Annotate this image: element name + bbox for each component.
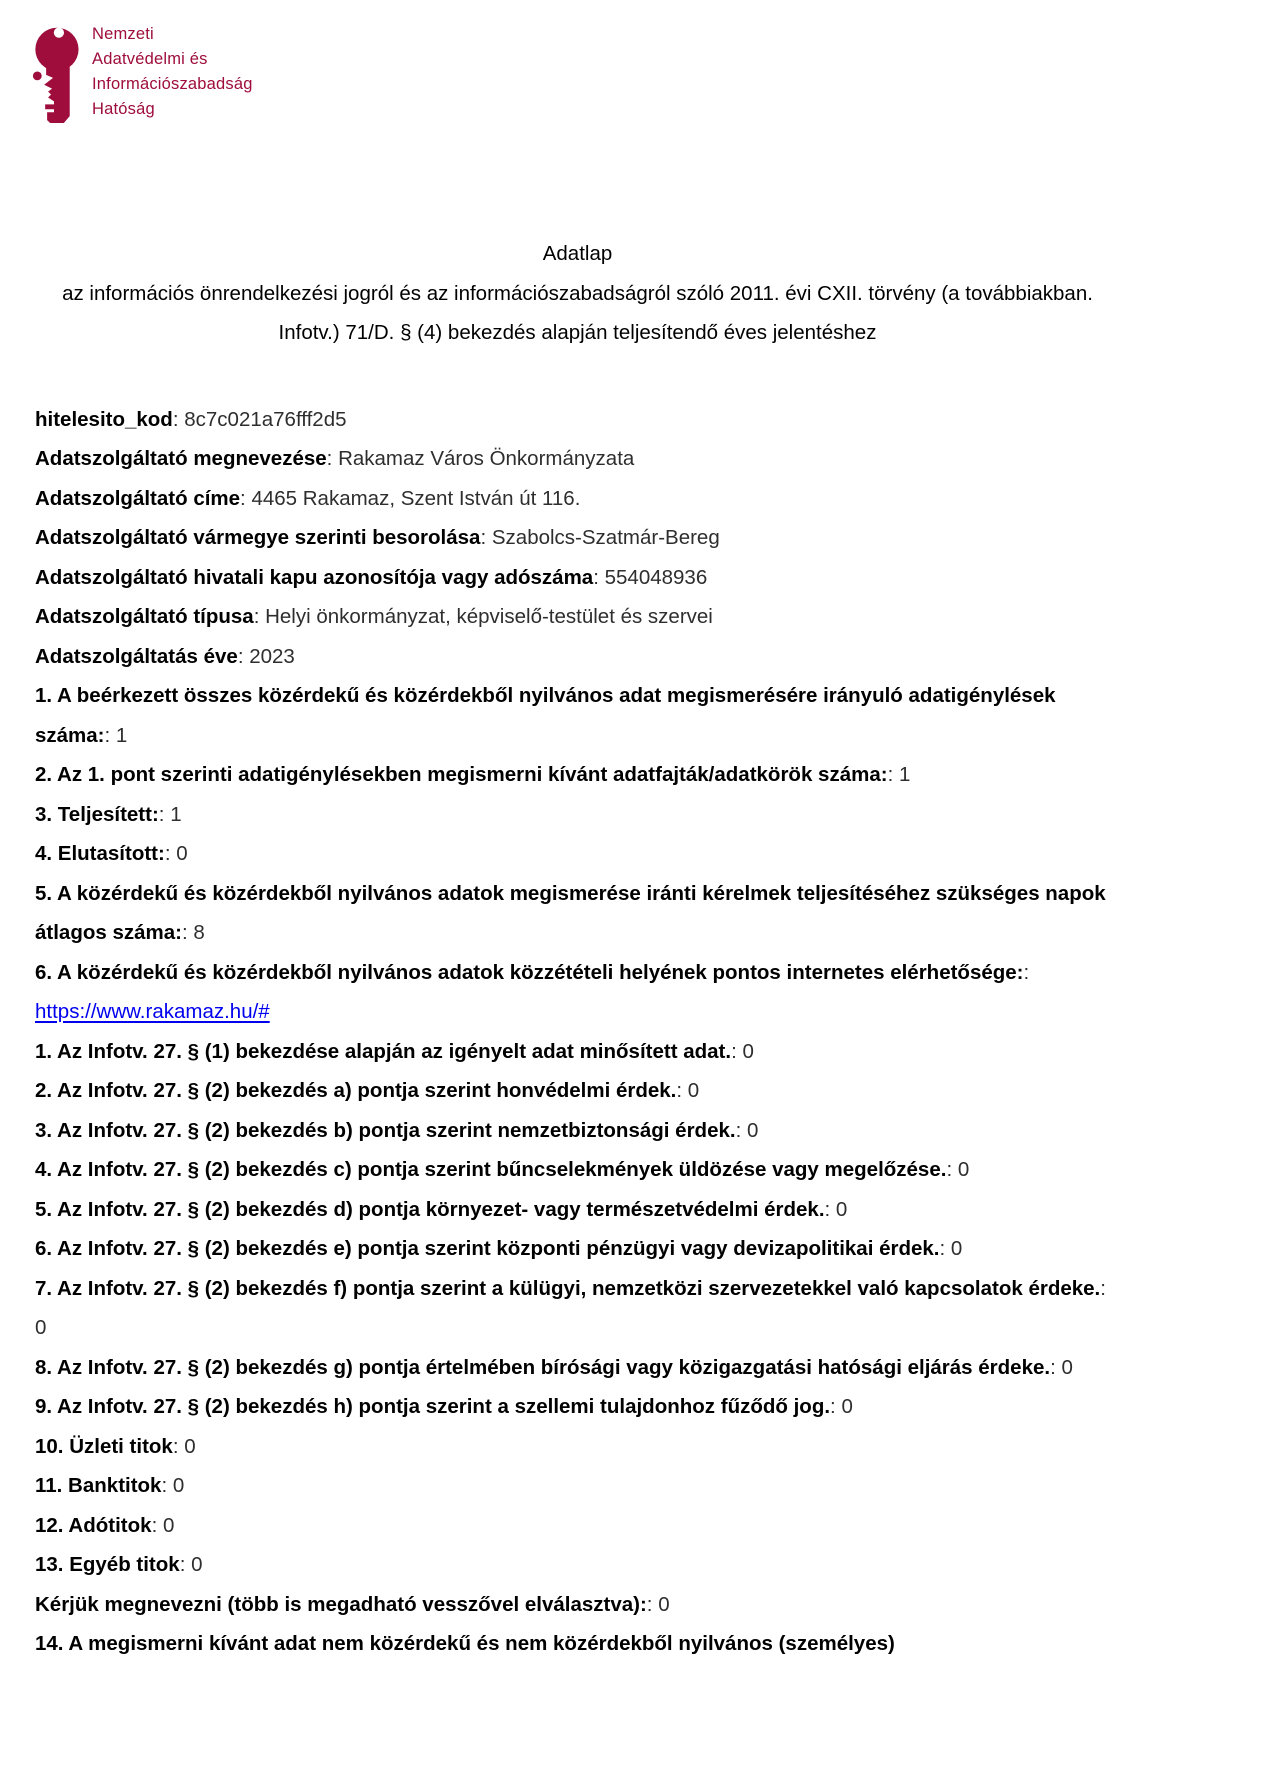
form-field-row <box>35 1585 1120 1625</box>
field-value: 8c7c021a76fff2d5 <box>184 407 347 431</box>
field-label: 5. Az Infotv. 27. § (2) bekezdés d) pontja környezet- vagy természetvédelmi érdek. <box>35 1197 825 1221</box>
field-separator: : <box>104 723 116 747</box>
field-value <box>35 1000 270 1023</box>
field-separator: : <box>946 1158 958 1181</box>
form-field-row <box>35 1387 1120 1427</box>
field-value: 0 <box>841 1395 853 1418</box>
field-label: 2. Az Infotv. 27. § (2) bekezdés a) pontja szerint honvédelmi érdek. <box>35 1079 677 1102</box>
field-separator: : <box>172 407 185 431</box>
field-separator: : <box>676 1079 688 1102</box>
org-name-line: Információszabadság <box>92 75 253 93</box>
form-field-row <box>35 558 1120 598</box>
field-label: Adatszolgáltató hivatali kapu azonosítója vagy adószáma <box>35 565 594 589</box>
field-value: 0 <box>687 1079 700 1102</box>
field-label: 10. Üzleti titok <box>35 1434 173 1458</box>
form-field-row <box>35 1229 1120 1269</box>
form-field-row <box>35 834 1120 874</box>
field-separator: : <box>1050 1355 1062 1379</box>
form-field-row <box>35 1427 1120 1467</box>
field-value: 2023 <box>249 644 295 668</box>
form-field-row <box>35 1150 1120 1190</box>
field-label: 11. Banktitok <box>35 1474 162 1497</box>
form-field-row <box>35 1269 1120 1348</box>
page-subtitle: az információs önrendelkezési jogról és az információszabadságról szóló 2011. évi CXII. törvény (a továbbiakban. Infotv.) 71/D. § (4) bekezdés alapján teljesítendő éves jelentéshez <box>62 281 1093 344</box>
field-value: 0 <box>191 1553 203 1576</box>
field-value: 0 <box>162 1513 175 1537</box>
field-value: 0 <box>950 1237 963 1260</box>
field-label: 4. Elutasított: <box>35 842 165 865</box>
field-label: 7. Az Infotv. 27. § (2) bekezdés f) pontja szerint a külügyi, nemzetközi szervezetekkel való kapcsolatok érdeke. <box>35 1276 1101 1300</box>
field-separator: : <box>161 1474 173 1497</box>
field-value: 0 <box>176 842 188 865</box>
field-label: 14. A megismerni kívánt adat nem közérdekű és nem közérdekből nyilvános (személyes) <box>35 1632 895 1655</box>
form-field-row <box>35 874 1120 953</box>
field-separator: : <box>179 1553 192 1576</box>
field-label: 12. Adótitok <box>35 1513 152 1537</box>
field-value: 0 <box>957 1158 970 1181</box>
form-field-row <box>35 479 1120 519</box>
field-separator: : <box>646 1592 659 1616</box>
field-separator: : <box>1023 960 1030 984</box>
field-separator: : <box>158 802 171 826</box>
field-value: Szabolcs-Szatmár-Bereg <box>491 526 720 549</box>
field-label: Adatszolgáltató típusa <box>35 605 254 628</box>
field-label: 2. Az 1. pont szerinti adatigénylésekben megismerni kívánt adatfajták/adatkörök száma: <box>35 763 888 786</box>
org-name-line: Adatvédelmi és <box>92 50 208 68</box>
field-separator: : <box>480 526 492 549</box>
field-value: 8 <box>193 921 205 944</box>
document-body <box>35 234 1120 1664</box>
form-field-row <box>35 518 1120 558</box>
field-separator: : <box>830 1395 842 1418</box>
field-label: 1. Az Infotv. 27. § (1) bekezdése alapján az igényelt adat minősített adat. <box>35 1039 732 1063</box>
form-field-row <box>35 755 1120 795</box>
publication-url-link[interactable]: https://www.rakamaz.hu/# <box>35 1000 270 1023</box>
field-value: Helyi önkormányzat, képviselő-testület és szervei <box>265 605 713 628</box>
field-label: 9. Az Infotv. 27. § (2) bekezdés h) pontja szerint a szellemi tulajdonhoz fűződő jog. <box>35 1395 831 1418</box>
field-label: 4. Az Infotv. 27. § (2) bekezdés c) pontja szerint bűncselekmények üldözése vagy megelőzése. <box>35 1158 947 1181</box>
field-separator: : <box>887 763 899 786</box>
fields-list <box>35 400 1120 1664</box>
form-field-row <box>35 676 1120 755</box>
field-separator: : <box>151 1513 163 1537</box>
field-separator: : <box>181 921 194 944</box>
field-value: 1 <box>115 723 128 747</box>
field-separator: : <box>939 1237 951 1260</box>
field-label: 6. A közérdekű és közérdekből nyilvános adatok közzétételi helyének pontos internetes elérhetősége: <box>35 960 1024 984</box>
field-label: 5. A közérdekű és közérdekből nyilvános adatok megismerése iránti kérelmek teljesítéséhez szükséges napok átlagos száma: <box>35 881 1106 944</box>
field-separator: : <box>593 565 605 589</box>
field-value: 0 <box>835 1197 848 1221</box>
field-value: 0 <box>35 1316 47 1339</box>
form-field-row <box>35 597 1120 637</box>
form-field-row <box>35 1190 1120 1230</box>
field-separator: : <box>164 842 177 865</box>
naih-logo <box>28 14 253 124</box>
field-label: Kérjük megnevezni (több is megadható vesszővel elválasztva): <box>35 1592 647 1616</box>
document-header <box>35 234 1120 353</box>
field-value: Rakamaz Város Önkormányzata <box>338 447 635 470</box>
field-value: 0 <box>1061 1355 1073 1379</box>
field-separator: : <box>731 1039 743 1063</box>
form-field-row <box>35 1111 1120 1151</box>
field-label: Adatszolgáltatás éve <box>35 644 238 668</box>
form-field-row <box>35 795 1120 835</box>
field-separator: : <box>326 447 339 470</box>
field-separator: : <box>237 644 250 668</box>
field-separator: : <box>240 486 252 510</box>
field-separator: : <box>1100 1276 1106 1300</box>
field-value: 0 <box>742 1039 754 1063</box>
form-field-row <box>35 1624 1120 1664</box>
field-value: 1 <box>898 763 911 786</box>
form-field-row <box>35 637 1120 677</box>
field-label: Adatszolgáltató vármegye szerinti besorolása <box>35 526 481 549</box>
field-value: 1 <box>170 802 182 826</box>
org-name-line: Hatóság <box>92 100 155 118</box>
field-value: 0 <box>184 1434 196 1458</box>
form-field-row <box>35 953 1120 1032</box>
form-field-row <box>35 1506 1120 1546</box>
field-value: 0 <box>746 1118 759 1142</box>
field-label: hitelesito_kod <box>35 407 173 431</box>
page-title: Adatlap <box>542 242 613 265</box>
field-label: 1. A beérkezett összes közérdekű és közérdekből nyilvános adat megismerésére irányuló adatigénylések száma: <box>35 684 1056 747</box>
field-label: 6. Az Infotv. 27. § (2) bekezdés e) pontja szerint központi pénzügyi vagy devizapolitikai érdek. <box>35 1237 940 1260</box>
field-value: 0 <box>658 1592 670 1616</box>
field-separator: : <box>824 1197 836 1221</box>
field-value: 554048936 <box>604 565 708 589</box>
form-field-row <box>35 1466 1120 1506</box>
field-value: 0 <box>172 1474 185 1497</box>
key-icon <box>28 14 80 124</box>
field-separator: : <box>253 605 266 628</box>
form-field-row <box>35 400 1120 440</box>
form-field-row <box>35 1032 1120 1072</box>
form-field-row <box>35 1545 1120 1585</box>
org-name <box>92 14 253 122</box>
org-name-line: Nemzeti <box>92 25 154 43</box>
form-field-row <box>35 439 1120 479</box>
field-label: Adatszolgáltató címe <box>35 486 241 510</box>
field-label: 3. Teljesített: <box>35 802 159 826</box>
form-field-row <box>35 1071 1120 1111</box>
field-label: 8. Az Infotv. 27. § (2) bekezdés g) pontja értelmében bírósági vagy közigazgatási hatósági eljárás érdeke. <box>35 1355 1051 1379</box>
field-separator: : <box>735 1118 747 1142</box>
field-label: 13. Egyéb titok <box>35 1553 180 1576</box>
field-value: 4465 Rakamaz, Szent István út 116. <box>251 486 581 510</box>
field-separator: : <box>172 1434 185 1458</box>
field-label: Adatszolgáltató megnevezése <box>35 447 327 470</box>
form-field-row <box>35 1348 1120 1388</box>
field-label: 3. Az Infotv. 27. § (2) bekezdés b) pontja szerint nemzetbiztonsági érdek. <box>35 1118 736 1142</box>
